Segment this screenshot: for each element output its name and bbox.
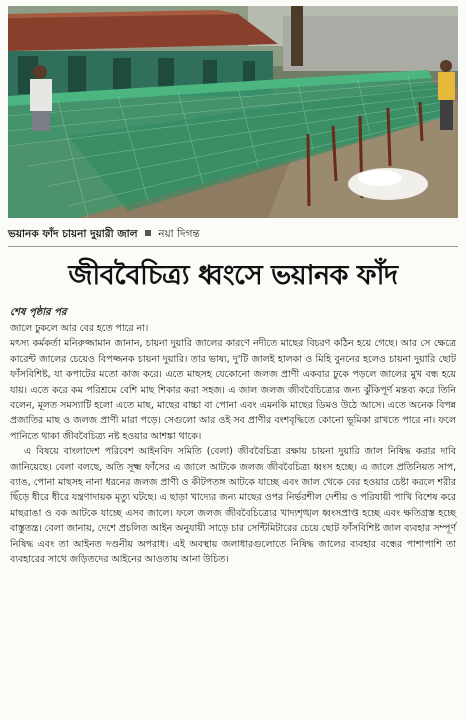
paragraph: এ বিষয়ে বাংলাদেশ পরিবেশ আইনবিদ সমিতি (বেলা) জীববৈচিত্র্য রক্ষায় চায়না দুয়ারি জাল নিষিদ্ধ করার দাবি জানিয়েছে। বেলা বলছে, অতি সূক্ষ্ম ফাঁসের এ জালে আটকে জলজ জীববৈচিত্র্য ধ্বংস হচ্ছে। এ জালে প্রতিনিয়ত সাপ, ব্যাঙ, পোনা মাছসহ নানা ধরনের জলজ প্রাণী ও কীটপতঙ্গ আটকে যাচ্ছে এবং জাল থেকে বের হওয়ার চেষ্টা করলে শরীর ছিঁড়ে ধীরে ধীরে যন্ত্রণাদায়ক মৃত্যু ঘটছে। এ ছাড়া খাদ্যের জন্য মাছের ওপর নির্ভরশীল দেশীয় ও পরিযায়ী পাখি বিশেষ করে মাছরাঙা ও বক আটকে যাচ্ছে এসব জালে। ফলে জলজ জীববৈচিত্র্যের খাদ্যশৃঙ্খল ধ্বংসপ্রাপ্ত হচ্ছে এবং ক্ষতিগ্রস্ত হচ্ছে বাস্তুতন্ত্র। বেলা জানায়, দেশে প্রচলিত আইন অনুযায়ী সাড়ে চার সেন্টিমিটারের চেয়ে ছোট ফাঁসবিশিষ্ট জাল ব্যবহার সম্পূর্ণ নিষিদ্ধ এবং তা আইনত দণ্ডনীয় অপরাধ। এই অবস্থায় জলাধারগুলোতে নিষিদ্ধ জালের ব্যবহার বন্ধের পাশাপাশি তা ব্যবহারের সাথে জড়িতদের আইনের আওতায় আনা উচিত। <box>10 446 456 566</box>
article-body <box>10 321 456 568</box>
headline: জীববৈচিত্র্য ধ্বংসে ভয়ানক ফাঁদ <box>68 260 398 291</box>
caption-separator-square <box>145 230 151 236</box>
caption-credit: নয়া দিগন্ত <box>158 228 200 240</box>
news-photo <box>8 6 458 218</box>
paragraph: জালে ঢুকলে আর বের হতে পারে না। <box>10 323 149 334</box>
continued-from-label: শেষ পৃষ্ঠার পর <box>10 307 67 318</box>
photo-caption <box>8 226 458 242</box>
caption-text: ভয়ানক ফাঁদ চায়না দুয়ারী জাল <box>8 228 138 240</box>
paragraph: মৎস্য কর্মকর্তা মনিরুজ্জামান জানান, চায়না দুয়ারি জালের কারণে নদীতে মাছের বিচরণ কঠিন হয়ে গেছে। আর সে ক্ষেত্রে কারেন্ট জালের চেয়েও বিপজ্জনক চায়না দুয়ারি। তার ভাষ্য, দু'টি জালই হালকা ও মিহি বুননের হলেও চায়না দুয়ারি ছোট ফাঁসবিশিষ্ট, যা কপাটের মতো কাজ করে। এতে মাছসহ যেকোনো জলজ প্রাণী একবার ঢুকে পড়লে জালের মুখ বন্ধ হয়ে যায়। এতে করে কম পরিশ্রমে বেশি মাছ শিকার করা সহজ। এ জাল জলজ জীববৈচিত্র্যের জন্য ঝুঁকিপূর্ণ মন্তব্য করে তিনি বলেন, মূলত সমস্যাটি হলো এতে মাছ, মাছের বাচ্চা বা পোনা এবং এমনকি মাছের ডিমও উঠে আসে। এতে অনেক বিপন্ন প্রজাতির মাছ ও জলজ প্রাণী মারা পড়ে। সেগুলো আর ওই সব প্রাণীর বংশবৃদ্ধিতে কোনো ভূমিকা রাখতে পারে না। ফলে পানিতে থাকা জীববৈচিত্র্য নষ্ট হওয়ার আশঙ্কা থাকে। <box>10 338 456 442</box>
divider-line <box>8 246 458 247</box>
fishing-net-illustration <box>8 6 458 218</box>
